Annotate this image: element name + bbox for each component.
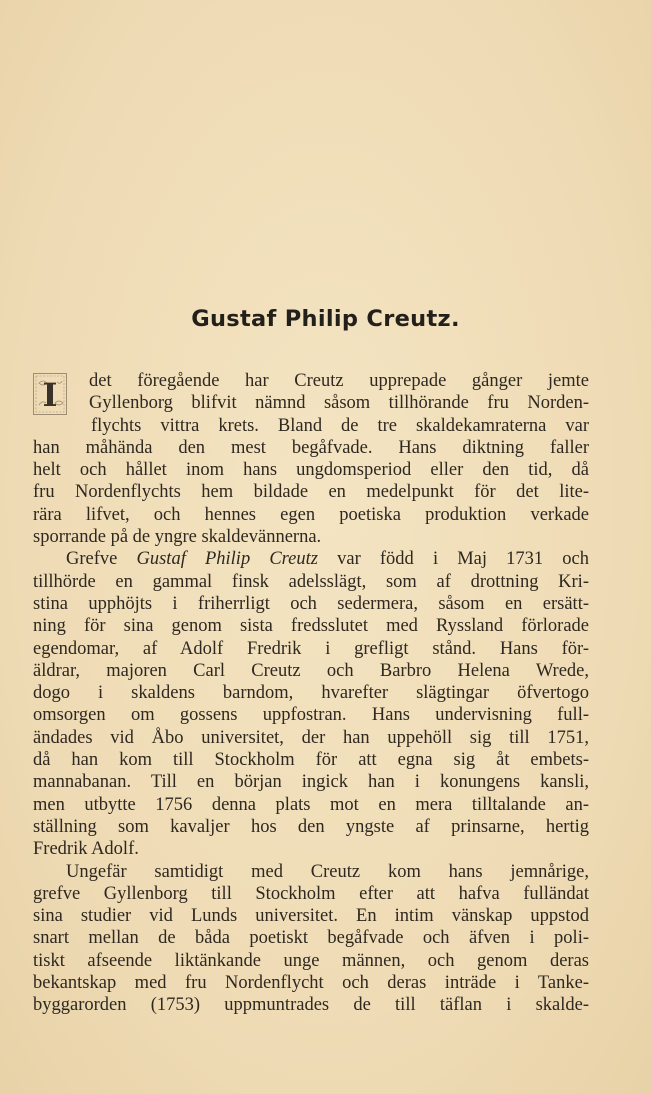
text-line: bekantskap med fru Nordenflycht och deras inträde i Tanke- (33, 973, 589, 994)
text-line: Gyllenborg blifvit nämnd såsom tillhörande fru Norden- (89, 393, 589, 414)
text-line: sina studier vid Lunds universitet. En intim vänskap uppstod (33, 906, 589, 927)
line-rest: var född i Maj 1731 och (337, 549, 590, 570)
text-line: ändades vid Åbo universitet, der han uppehöll sig till 1751, (33, 727, 589, 748)
text-line: Ungefär samtidigt med Creutz kom hans jemnårige, (66, 861, 589, 882)
text-line: tiskt afseende liktänkande unge männen, och genom deras (33, 950, 589, 971)
text-line: äldrar, majoren Carl Creutz och Barbro Helena Wrede, (33, 660, 589, 681)
text-line: ställning som kavaljer hos den yngste af prinsarne, hertig (33, 816, 589, 837)
text-line: egendomar, af Adolf Fredrik i grefligt stånd. Hans för- (33, 638, 589, 659)
text-line: dogo i skaldens barndom, hvarefter slägtingar öfvertogo (33, 683, 589, 704)
drop-cap-letter: I (42, 376, 58, 414)
text-line: tillhörde en gammal finsk adelsslägt, som af drottning Kri- (33, 571, 589, 592)
text-line: stina upphöjts i friherrligt och sedermera, såsom en ersätt- (33, 593, 589, 614)
text-line: men utbytte 1756 denna plats mot en mera tilltalande an- (33, 794, 589, 815)
text-line-with-name (33, 548, 589, 570)
body-text (33, 370, 589, 1017)
text-line: flychts vittra krets. Bland de tre skaldekamraterna var (91, 415, 589, 436)
text-line: det föregående har Creutz upprepade gånger jemte (89, 371, 589, 391)
chapter-title: Gustaf Philip Creutz. (191, 306, 460, 332)
text-line: omsorgen om gossens uppfostran. Hans undervisning full- (33, 705, 589, 726)
lead-word: Grefve (66, 549, 118, 570)
text-line: byggarorden (1753) uppmuntrades de till täflan i skalde- (33, 995, 589, 1016)
text-line: ning för sina genom sista fredsslutet med Ryssland förlorade (33, 616, 589, 637)
text-line: fru Nordenflychts hem bildade en medelpunkt för det lite- (33, 482, 589, 503)
text-line: då han kom till Stockholm för att egna sig åt embets- (33, 750, 589, 771)
subject-name: Gustaf Philip Creutz (136, 549, 318, 570)
text-line: snart mellan de båda poetiskt begåfvade och äfven i poli- (33, 928, 589, 949)
text-line: Fredrik Adolf. (33, 839, 139, 860)
text-line: sporrande på de yngre skaldevännerna. (33, 527, 322, 548)
text-line: rära lifvet, och hennes egen poetiska produktion verkade (33, 504, 589, 525)
text-line: mannabanan. Till en början ingick han i konungens kansli, (33, 772, 589, 793)
text-line: grefve Gyllenborg till Stockholm efter att hafva fulländat (33, 883, 589, 904)
text-line: han måhända den mest begåfvade. Hans diktning faller (33, 437, 589, 458)
text-line: helt och hållet inom hans ungdomsperiod eller den tid, då (33, 460, 589, 481)
